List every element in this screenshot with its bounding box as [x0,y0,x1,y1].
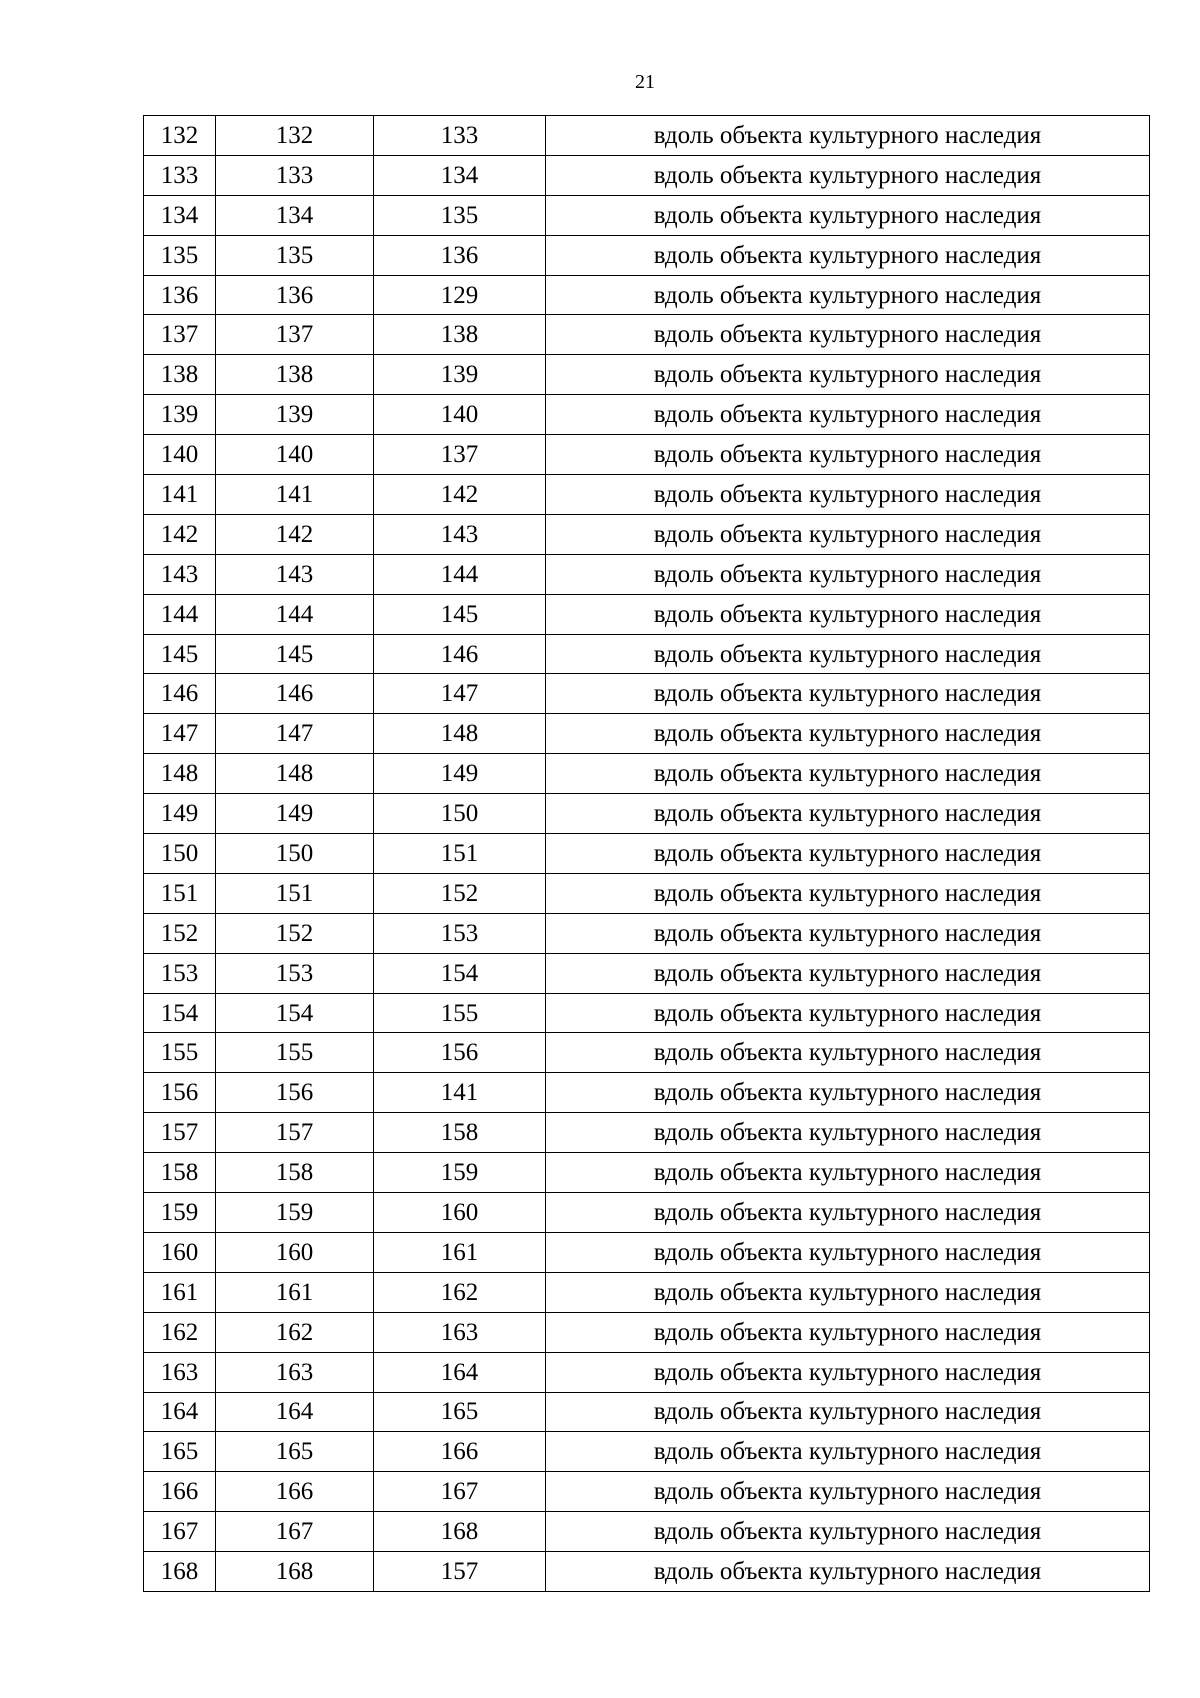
table-row [144,395,1150,435]
from-point-cell: 158 [216,1153,374,1193]
from-point-cell: 155 [216,1033,374,1073]
from-point-cell: 148 [216,754,374,794]
description-cell: вдоль объекта культурного наследия [546,913,1150,953]
to-point-cell: 137 [374,435,546,475]
table-row [144,275,1150,315]
from-point-cell: 146 [216,674,374,714]
table-row [144,1392,1150,1432]
table-row [144,1232,1150,1272]
to-point-cell: 153 [374,913,546,953]
table-row [144,1352,1150,1392]
to-point-cell: 160 [374,1193,546,1233]
table-row [144,993,1150,1033]
from-point-cell: 151 [216,873,374,913]
from-point-cell: 141 [216,475,374,515]
to-point-cell: 149 [374,754,546,794]
table-row [144,1272,1150,1312]
to-point-cell: 142 [374,475,546,515]
to-point-cell: 134 [374,155,546,195]
table-row [144,155,1150,195]
point-number-cell: 161 [144,1272,216,1312]
table-row [144,834,1150,874]
from-point-cell: 161 [216,1272,374,1312]
to-point-cell: 162 [374,1272,546,1312]
description-cell: вдоль объекта культурного наследия [546,1073,1150,1113]
table-row [144,315,1150,355]
description-cell: вдоль объекта культурного наследия [546,953,1150,993]
point-number-cell: 145 [144,634,216,674]
table-row [144,514,1150,554]
description-cell: вдоль объекта культурного наследия [546,1113,1150,1153]
from-point-cell: 142 [216,514,374,554]
from-point-cell: 136 [216,275,374,315]
point-number-cell: 132 [144,116,216,156]
point-number-cell: 155 [144,1033,216,1073]
description-cell: вдоль объекта культурного наследия [546,834,1150,874]
from-point-cell: 134 [216,195,374,235]
description-cell: вдоль объекта культурного наследия [546,1352,1150,1392]
table-row [144,1153,1150,1193]
description-cell: вдоль объекта культурного наследия [546,1193,1150,1233]
point-number-cell: 136 [144,275,216,315]
point-number-cell: 149 [144,794,216,834]
from-point-cell: 144 [216,594,374,634]
to-point-cell: 135 [374,195,546,235]
to-point-cell: 136 [374,235,546,275]
from-point-cell: 157 [216,1113,374,1153]
description-cell: вдоль объекта культурного наследия [546,1232,1150,1272]
description-cell: вдоль объекта культурного наследия [546,594,1150,634]
description-cell: вдоль объекта культурного наследия [546,355,1150,395]
description-cell: вдоль объекта культурного наследия [546,435,1150,475]
description-cell: вдоль объекта культурного наследия [546,475,1150,515]
point-number-cell: 140 [144,435,216,475]
table-row [144,594,1150,634]
point-number-cell: 166 [144,1472,216,1512]
to-point-cell: 152 [374,873,546,913]
from-point-cell: 133 [216,155,374,195]
from-point-cell: 167 [216,1512,374,1552]
table-row [144,235,1150,275]
table-row [144,1432,1150,1472]
description-cell: вдоль объекта культурного наследия [546,155,1150,195]
table-row [144,1472,1150,1512]
to-point-cell: 140 [374,395,546,435]
to-point-cell: 133 [374,116,546,156]
description-cell: вдоль объекта культурного наследия [546,554,1150,594]
from-point-cell: 135 [216,235,374,275]
table-row [144,714,1150,754]
from-point-cell: 137 [216,315,374,355]
table-row [144,1512,1150,1552]
point-number-cell: 154 [144,993,216,1033]
point-number-cell: 138 [144,355,216,395]
boundary-table [143,115,1150,1592]
description-cell: вдоль объекта культурного наследия [546,634,1150,674]
description-cell: вдоль объекта культурного наследия [546,1472,1150,1512]
point-number-cell: 158 [144,1153,216,1193]
description-cell: вдоль объекта культурного наследия [546,116,1150,156]
description-cell: вдоль объекта культурного наследия [546,1552,1150,1592]
page-number: 21 [635,71,655,93]
description-cell: вдоль объекта культурного наследия [546,873,1150,913]
from-point-cell: 153 [216,953,374,993]
from-point-cell: 145 [216,634,374,674]
table-row [144,754,1150,794]
to-point-cell: 129 [374,275,546,315]
from-point-cell: 164 [216,1392,374,1432]
table-row [144,475,1150,515]
to-point-cell: 154 [374,953,546,993]
table-row [144,1113,1150,1153]
from-point-cell: 152 [216,913,374,953]
table-row [144,873,1150,913]
description-cell: вдоль объекта культурного наследия [546,674,1150,714]
description-cell: вдоль объекта культурного наследия [546,395,1150,435]
table-body [144,116,1150,1592]
from-point-cell: 143 [216,554,374,594]
to-point-cell: 159 [374,1153,546,1193]
to-point-cell: 144 [374,554,546,594]
description-cell: вдоль объекта культурного наследия [546,1432,1150,1472]
table-row [144,554,1150,594]
from-point-cell: 150 [216,834,374,874]
point-number-cell: 159 [144,1193,216,1233]
point-number-cell: 134 [144,195,216,235]
to-point-cell: 145 [374,594,546,634]
from-point-cell: 162 [216,1312,374,1352]
table-row [144,1033,1150,1073]
point-number-cell: 152 [144,913,216,953]
point-number-cell: 164 [144,1392,216,1432]
point-number-cell: 153 [144,953,216,993]
table-row [144,195,1150,235]
to-point-cell: 157 [374,1552,546,1592]
table-row [144,953,1150,993]
to-point-cell: 143 [374,514,546,554]
to-point-cell: 156 [374,1033,546,1073]
point-number-cell: 148 [144,754,216,794]
description-cell: вдоль объекта культурного наследия [546,714,1150,754]
description-cell: вдоль объекта культурного наследия [546,1512,1150,1552]
point-number-cell: 162 [144,1312,216,1352]
to-point-cell: 168 [374,1512,546,1552]
table-row [144,116,1150,156]
table-row [144,1312,1150,1352]
point-number-cell: 168 [144,1552,216,1592]
description-cell: вдоль объекта культурного наследия [546,195,1150,235]
to-point-cell: 139 [374,355,546,395]
to-point-cell: 146 [374,634,546,674]
table-row [144,435,1150,475]
to-point-cell: 158 [374,1113,546,1153]
table-row [144,1552,1150,1592]
point-number-cell: 167 [144,1512,216,1552]
to-point-cell: 166 [374,1432,546,1472]
to-point-cell: 150 [374,794,546,834]
table-row [144,355,1150,395]
table-row [144,1073,1150,1113]
from-point-cell: 163 [216,1352,374,1392]
description-cell: вдоль объекта культурного наследия [546,235,1150,275]
to-point-cell: 161 [374,1232,546,1272]
to-point-cell: 141 [374,1073,546,1113]
from-point-cell: 159 [216,1193,374,1233]
to-point-cell: 163 [374,1312,546,1352]
description-cell: вдоль объекта культурного наследия [546,754,1150,794]
description-cell: вдоль объекта культурного наследия [546,1312,1150,1352]
point-number-cell: 165 [144,1432,216,1472]
to-point-cell: 147 [374,674,546,714]
to-point-cell: 165 [374,1392,546,1432]
from-point-cell: 154 [216,993,374,1033]
from-point-cell: 166 [216,1472,374,1512]
to-point-cell: 167 [374,1472,546,1512]
to-point-cell: 155 [374,993,546,1033]
from-point-cell: 147 [216,714,374,754]
description-cell: вдоль объекта культурного наследия [546,1392,1150,1432]
description-cell: вдоль объекта культурного наследия [546,1272,1150,1312]
table-row [144,634,1150,674]
point-number-cell: 142 [144,514,216,554]
description-cell: вдоль объекта культурного наследия [546,794,1150,834]
table-row [144,674,1150,714]
point-number-cell: 137 [144,315,216,355]
from-point-cell: 156 [216,1073,374,1113]
description-cell: вдоль объекта культурного наследия [546,275,1150,315]
from-point-cell: 140 [216,435,374,475]
point-number-cell: 150 [144,834,216,874]
description-cell: вдоль объекта культурного наследия [546,514,1150,554]
table-row [144,913,1150,953]
from-point-cell: 132 [216,116,374,156]
description-cell: вдоль объекта культурного наследия [546,315,1150,355]
table-row [144,794,1150,834]
to-point-cell: 164 [374,1352,546,1392]
description-cell: вдоль объекта культурного наследия [546,1033,1150,1073]
table-row [144,1193,1150,1233]
point-number-cell: 143 [144,554,216,594]
point-number-cell: 151 [144,873,216,913]
description-cell: вдоль объекта культурного наследия [546,1153,1150,1193]
point-number-cell: 146 [144,674,216,714]
description-cell: вдоль объекта культурного наследия [546,993,1150,1033]
point-number-cell: 157 [144,1113,216,1153]
from-point-cell: 168 [216,1552,374,1592]
point-number-cell: 133 [144,155,216,195]
from-point-cell: 165 [216,1432,374,1472]
point-number-cell: 141 [144,475,216,515]
to-point-cell: 148 [374,714,546,754]
point-number-cell: 156 [144,1073,216,1113]
from-point-cell: 160 [216,1232,374,1272]
to-point-cell: 151 [374,834,546,874]
point-number-cell: 139 [144,395,216,435]
from-point-cell: 149 [216,794,374,834]
point-number-cell: 160 [144,1232,216,1272]
point-number-cell: 147 [144,714,216,754]
from-point-cell: 139 [216,395,374,435]
from-point-cell: 138 [216,355,374,395]
point-number-cell: 135 [144,235,216,275]
to-point-cell: 138 [374,315,546,355]
point-number-cell: 163 [144,1352,216,1392]
point-number-cell: 144 [144,594,216,634]
